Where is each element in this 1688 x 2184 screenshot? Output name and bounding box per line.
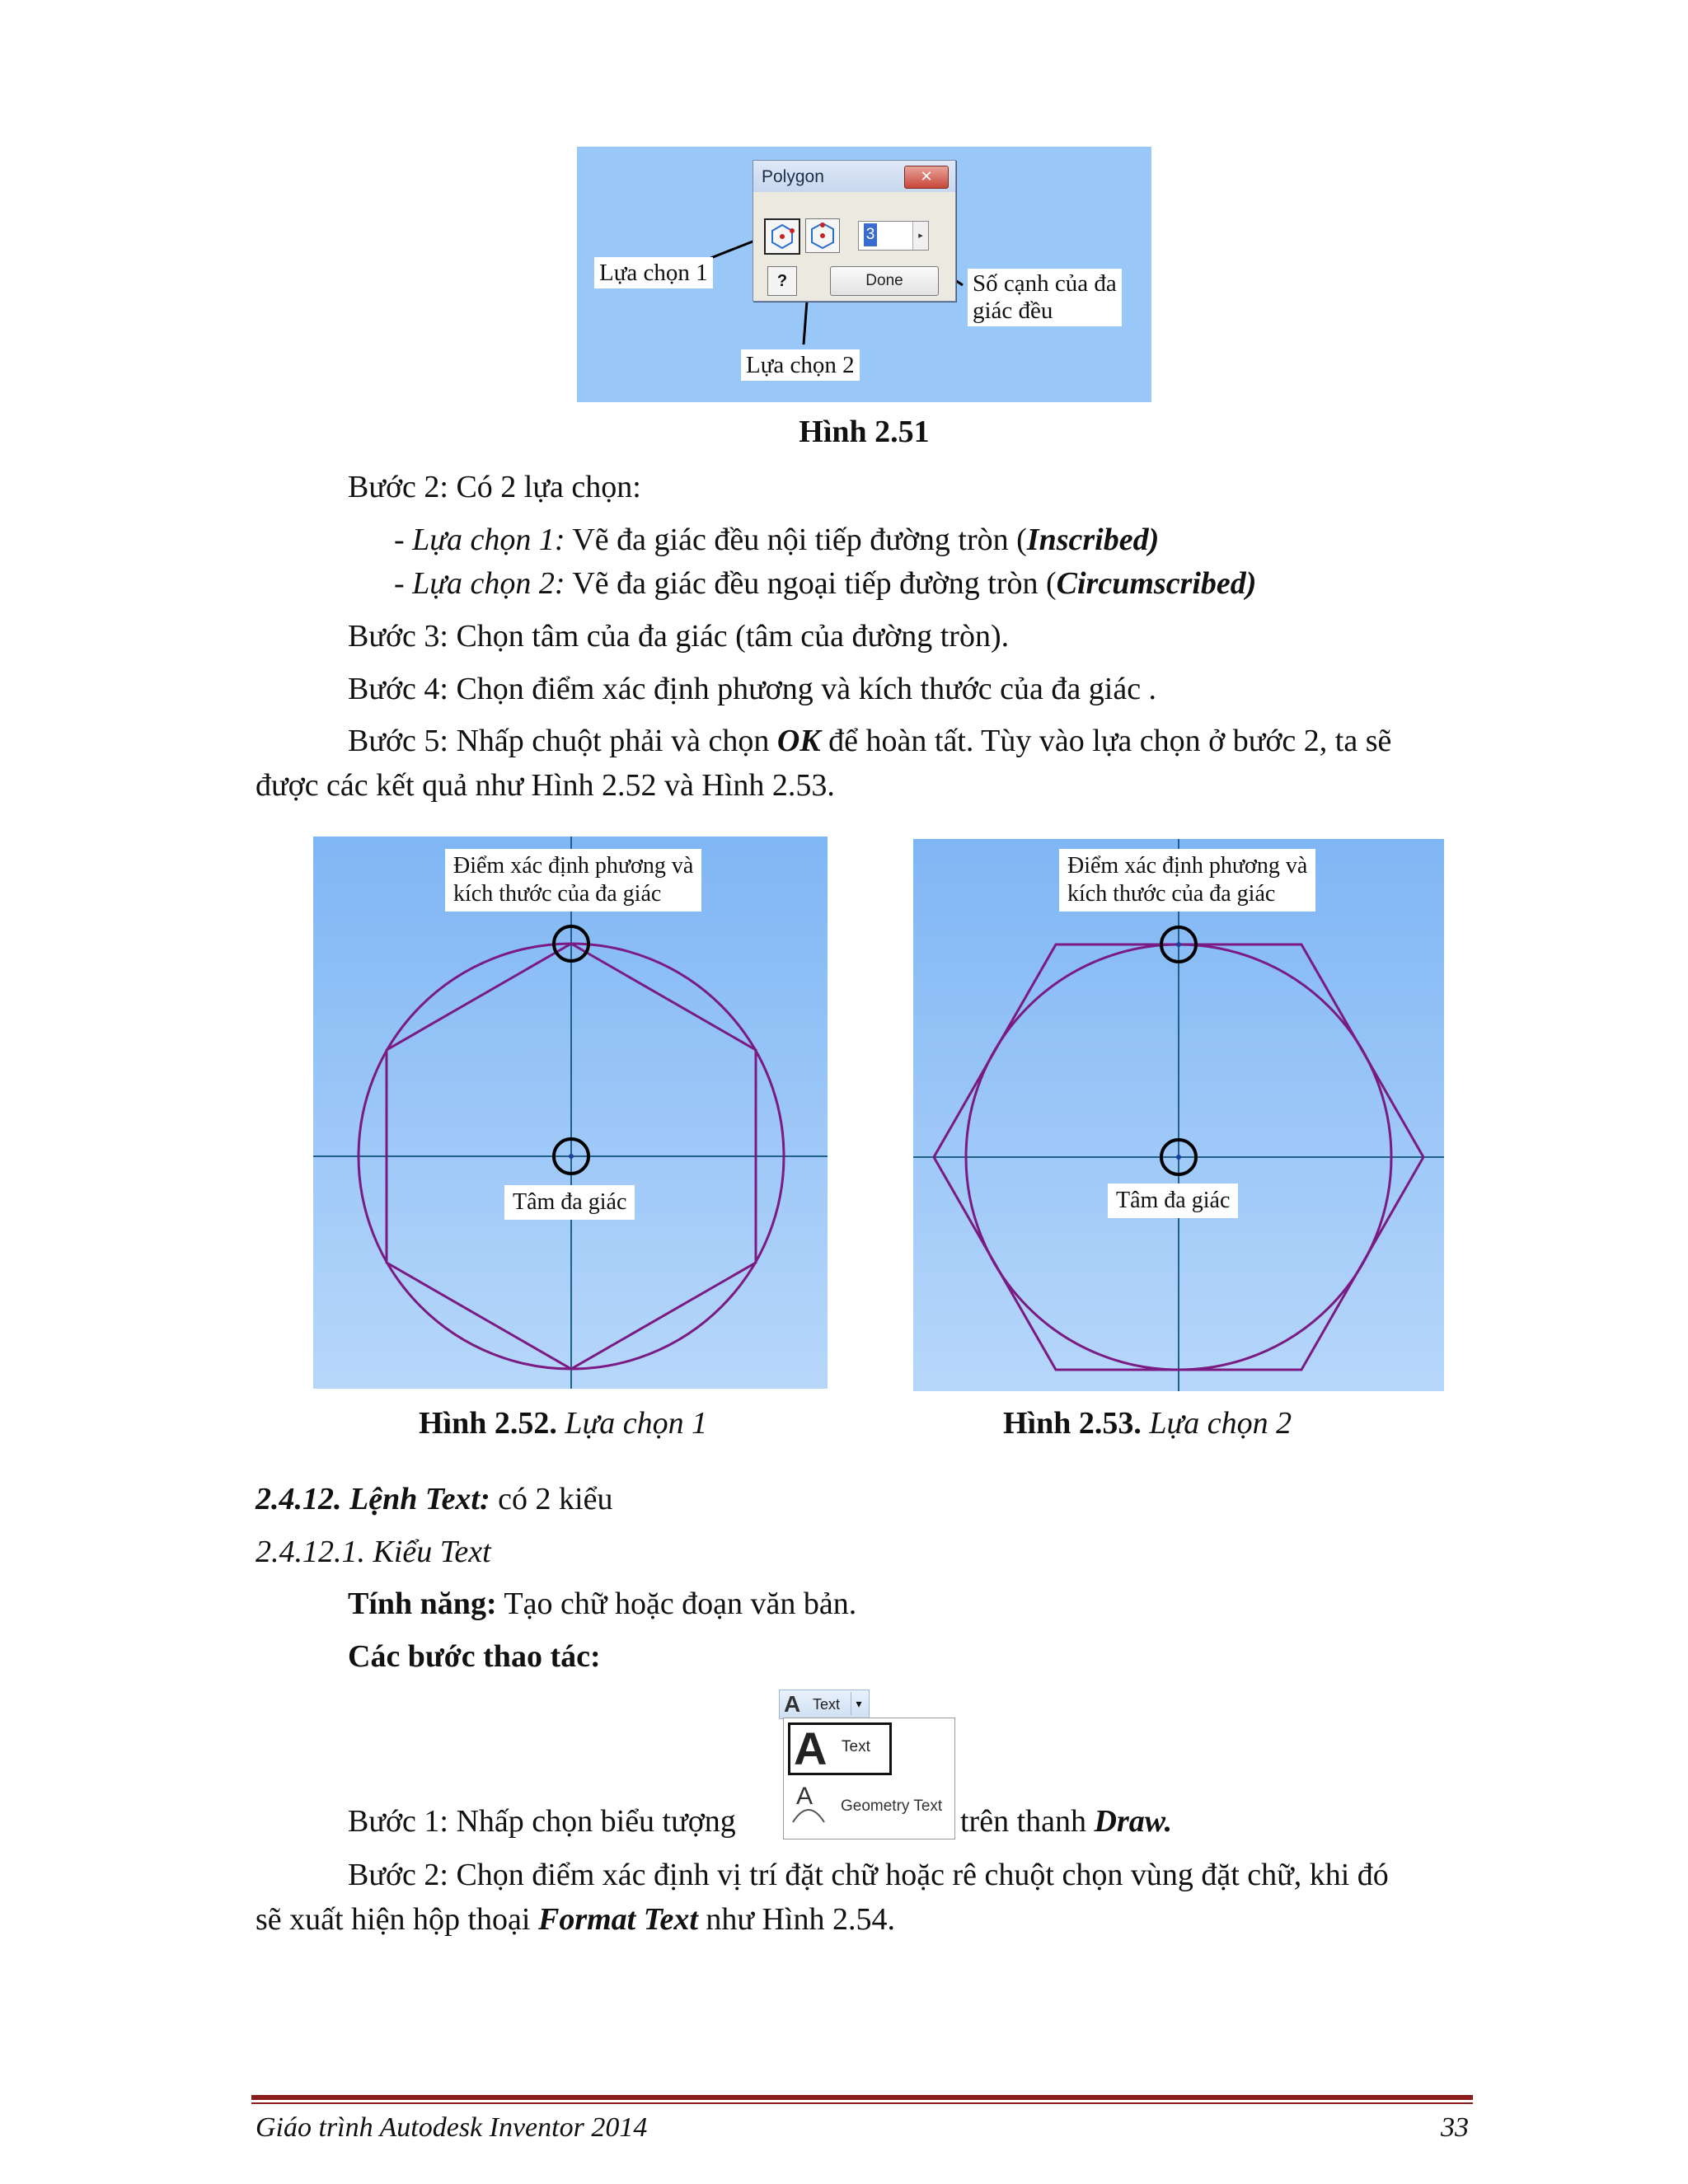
step-1-a: Bước 1: Nhấp chọn biểu tượng [348,1804,736,1839]
step-5-b: để hoàn tất. Tùy vào lựa chọn ở bước 2, ta sẽ [820,724,1392,758]
feature-line [348,1584,856,1624]
caption-2-53 [1003,1404,1292,1443]
step-5-line2: được các kết quả như Hình 2.52 và Hình 2.53. [256,768,835,803]
footer-rule-thin [251,2102,1473,2104]
text-a-icon: A [794,1722,828,1774]
step-2-line1: Bước 2: Chọn điểm xác định vị trí đặt chữ hoặc rê chuột chọn vùng đặt chữ, khi đó [348,1858,1389,1892]
option-2-text: Vẽ đa giác đều ngoại tiếp đường tròn ( [565,566,1057,601]
option-2-line [394,564,1256,603]
callout-line1: Điểm xác định phương và [1067,853,1308,879]
option-1-term: Inscribed) [1026,523,1160,557]
inscribed-polygon-drawing [313,837,828,1389]
done-button[interactable]: Done [830,266,939,296]
label-sides [968,269,1122,326]
format-text-term: Format Text [537,1902,698,1937]
step-1-b-line [960,1802,1172,1841]
section-heading-bold: 2.4.12. Lệnh Text: [256,1482,490,1516]
callout-line2: kích thước của đa giác [453,881,662,907]
geometry-text-icon: A [796,1783,814,1810]
option-2-term: Circumscribed) [1056,566,1257,601]
sides-spinner[interactable] [858,221,929,251]
caption-2-52-number: Hình 2.52. [419,1406,557,1441]
ok-term: OK [776,724,821,758]
menu-item-text-label: Text [842,1738,870,1755]
step-2-c: như Hình 2.54. [697,1902,895,1937]
inscribed-option-button[interactable] [764,218,800,255]
feature-label: Tính năng: [348,1586,497,1621]
text-a-icon: A [784,1691,801,1717]
chevron-down-icon[interactable]: ▾ [851,1692,866,1715]
caption-2-53-number: Hình 2.53. [1003,1406,1142,1441]
menu-item-text[interactable] [788,1722,892,1775]
step-2-line2 [256,1900,895,1939]
circumscribed-option-button[interactable] [805,218,840,253]
figure-2-53 [913,839,1444,1391]
option-1-line [394,520,1159,560]
sub-heading: 2.4.12.1. Kiểu Text [256,1535,491,1569]
text-dropdown-button[interactable] [779,1690,870,1719]
step-2-b: sẽ xuất hiện hộp thoại [256,1902,538,1937]
text-dropdown-menu [783,1718,955,1840]
option-1-text: Vẽ đa giác đều nội tiếp đường tròn ( [565,523,1027,557]
callout-direction-point [445,849,701,912]
circumscribed-polygon-icon [806,219,839,252]
circumscribed-polygon-drawing [913,839,1444,1391]
text-toolbar-image [779,1690,954,1838]
dash: - [394,523,413,557]
feature-text: Tạo chữ hoặc đoạn văn bản. [496,1586,857,1621]
text-dropdown-label: Text [813,1696,841,1713]
callout-line2: kích thước của đa giác [1067,881,1276,907]
draw-term: Draw. [1094,1804,1173,1839]
caption-2-53-text: Lựa chọn 2 [1141,1406,1292,1441]
footer-rule [251,2095,1473,2100]
step-1-b: trên thanh [960,1804,1095,1839]
menu-item-geometry-label: Geometry Text [841,1797,943,1815]
label-sides-line2: giác đều [973,298,1053,324]
section-heading-rest: có 2 kiểu [490,1482,613,1516]
figure-2-52 [313,837,828,1389]
dialog-title: Polygon [762,167,824,186]
menu-item-geometry-text[interactable] [788,1783,950,1832]
option-1-label: Lựa chọn 1: [412,523,565,557]
callout-center: Tâm đa giác [1108,1183,1238,1218]
callout-direction-point [1059,849,1315,912]
caption-2-52-text: Lựa chọn 1 [556,1406,708,1441]
label-option-2: Lựa chọn 2 [741,349,860,381]
step-4: Bước 4: Chọn điểm xác định phương và kích thước của đa giác . [348,672,1157,706]
caption-2-51: Hình 2.51 [799,415,930,449]
dash: - [394,566,413,601]
step-2-title: Bước 2: Có 2 lựa chọn: [348,470,641,504]
footer-title: Giáo trình Autodesk Inventor 2014 [256,2112,648,2143]
step-3: Bước 3: Chọn tâm của đa giác (tâm của đường tròn). [348,619,1010,654]
figure-2-51 [577,147,1151,402]
polygon-dialog [753,160,956,302]
label-option-1: Lựa chọn 1 [594,257,713,288]
label-sides-line1: Số cạnh của đa [973,270,1117,297]
help-button[interactable]: ? [767,266,797,296]
page-number: 33 [1441,2112,1469,2143]
geometry-arc-icon [790,1801,828,1825]
caption-2-52 [419,1404,707,1443]
spinner-arrow-icon[interactable]: ▸ [912,222,928,250]
callout-line1: Điểm xác định phương và [453,853,694,879]
section-heading [256,1479,612,1519]
inscribed-polygon-icon [766,220,799,253]
step-5-a: Bước 5: Nhấp chuột phải và chọn [348,724,777,758]
sides-value[interactable]: 3 [864,223,877,246]
step-5-line1 [348,721,1391,761]
option-2-label: Lựa chọn 2: [412,566,565,601]
callout-center: Tâm đa giác [504,1185,635,1220]
steps-label: Các bước thao tác: [348,1639,601,1674]
close-icon[interactable]: ✕ [904,166,949,189]
